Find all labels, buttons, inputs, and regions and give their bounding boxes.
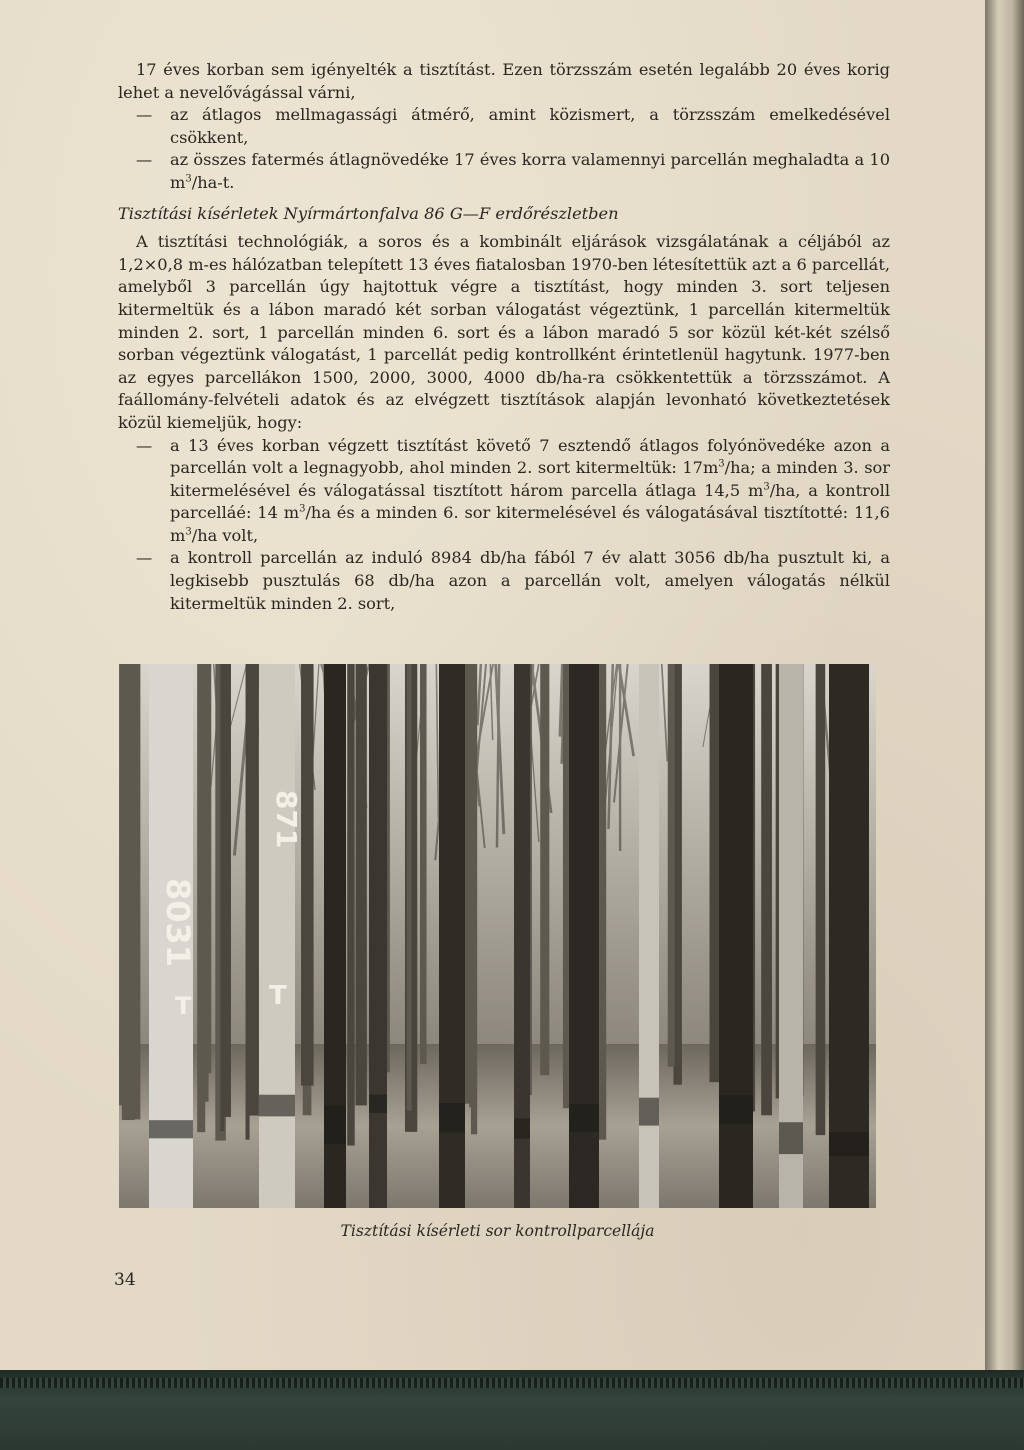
- background-tree-trunk: [248, 664, 259, 1116]
- trunk-base-shadow: [719, 1095, 753, 1124]
- main-paragraph: A tisztítási technológiák, a soros és a kombinált eljárások vizsgálatának a céljából az 1,2×0,8 m-es hálózatban telepített 13 éves fiatalosban 1970-ben létesítettük azt a 6 parcellát, amelyből 3 parcellán úgy hajtottuk végre a tisztítást, hogy minden 3. sort teljesen kitermeltük és a lábon maradó két sorban válogatást végeztünk, 1 parcellán kitermeltük minden 2. sort, 1 parcellán minden 6. sort és a lábon maradó 5 sor közül két-két szélső sorban végeztünk válogatást, 1 parcellát pedig kontrollként érintetlenül hagytunk. 1977-ben az egyes parcellákon 1500, 2000, 3000, 4000 db/ha-ra csökkentettük a törzsszámot. A faállomány-felvételi adatok és az elvégzett tisztítások alapján levonható következtetések közül kiemeljük, hogy:: [118, 232, 890, 432]
- body-text: [118, 59, 890, 615]
- background-tree-trunk: [761, 664, 772, 1115]
- page-number: 34: [114, 1270, 136, 1290]
- foreground-tree-trunk: [639, 664, 659, 1208]
- background-tree-trunk: [197, 664, 205, 1132]
- trunk-base-shadow: [324, 1106, 346, 1144]
- list-item: — az átlagos mellmagassági átmérő, amint közismert, a törzsszám emelkedésével csökkent,: [136, 105, 890, 147]
- trunk-base-shadow: [514, 1118, 530, 1138]
- list-item: — a kontroll parcellán az induló 8984 db/ha fából 7 év alatt 3056 db/ha pusztult ki, a legkisebb pusztulás 68 db/ha azon a parcellán volt, amelyen válogatás nélkül kitermeltük minden 2. sort,: [136, 548, 890, 613]
- background-tree-trunk: [407, 664, 412, 1111]
- section-heading: Tisztítási kísérletek Nyírmártonfalva 86 G—F erdőrészletben: [118, 203, 619, 223]
- foreground-tree-trunk: [829, 664, 869, 1208]
- background-tree-trunk: [420, 664, 427, 1064]
- background-tree-trunk: [471, 664, 477, 1134]
- lead-paragraph: 17 éves korban sem igényelték a tisztítást. Ezen törzsszám esetén legalább 20 éves korig lehet a nevelővágással várni,: [118, 60, 890, 102]
- tree-marking: 871: [270, 790, 303, 849]
- dash: —: [136, 105, 153, 125]
- list-item: — az összes fatermés átlagnövedéke 17 éves korra valamennyi parcellán meghaladta a 10 $m^3/ha-t$.: [136, 150, 890, 192]
- background-tree-trunk: [710, 664, 720, 1082]
- background-tree-trunk: [301, 664, 314, 1086]
- trunk-base-shadow: [829, 1132, 869, 1156]
- background-tree-trunk: [599, 664, 607, 1140]
- background-tree-trunk: [540, 664, 549, 1075]
- trunk-base-shadow: [439, 1103, 465, 1132]
- background-tree-trunk: [816, 664, 826, 1135]
- cover-stripe: [0, 1378, 1024, 1388]
- background-tree-trunk: [355, 664, 366, 1105]
- background-tree-trunk: [673, 664, 681, 1085]
- dash: —: [136, 435, 153, 455]
- trunk-base-shadow: [259, 1095, 295, 1117]
- trunk-base-shadow: [369, 1095, 387, 1113]
- background-tree-trunk: [668, 664, 675, 1067]
- trunk-base-shadow: [779, 1122, 803, 1154]
- forest-photograph: [119, 664, 876, 1208]
- foreground-tree-trunk: [369, 664, 387, 1208]
- list-item: — a 13 éves korban végzett tisztítást követő 7 esztendő átlagos folyónövedéke azon a parcellán volt a legnagyobb, ahol minden 2. sort kitermeltük: $17m^3/ha$; a minden 3. sor kitermelésével és válogatással tisztított három parcella átlaga 14,5 $m^3/ha$, a kontroll parcelláé: 14 $m^3/ha$ és a minden 6. sor kitermelésével és válogatásával tisztítotté: 11,6 $m^3/ha$ volt,: [136, 435, 890, 545]
- background-tree-trunk: [220, 664, 224, 1131]
- tree-marking: T: [175, 992, 192, 1020]
- trunk-base-shadow: [149, 1120, 193, 1138]
- background-tree-trunk: [122, 664, 135, 1120]
- trunk-base-shadow: [569, 1104, 599, 1131]
- trunk-base-shadow: [639, 1098, 659, 1126]
- tree-marking: 8031: [159, 878, 197, 968]
- foreground-tree-trunk: [259, 664, 295, 1208]
- photo-caption: Tisztítási kísérleti sor kontrollparcellája: [340, 1222, 655, 1240]
- forest-photo-illustration: [119, 664, 876, 1208]
- dash: —: [136, 150, 153, 170]
- foreground-tree-trunk: [719, 664, 753, 1208]
- background-tree-trunk: [347, 664, 354, 1146]
- dash: —: [136, 548, 153, 568]
- tree-marking: T: [269, 981, 287, 1011]
- book-spine: [985, 0, 1024, 1370]
